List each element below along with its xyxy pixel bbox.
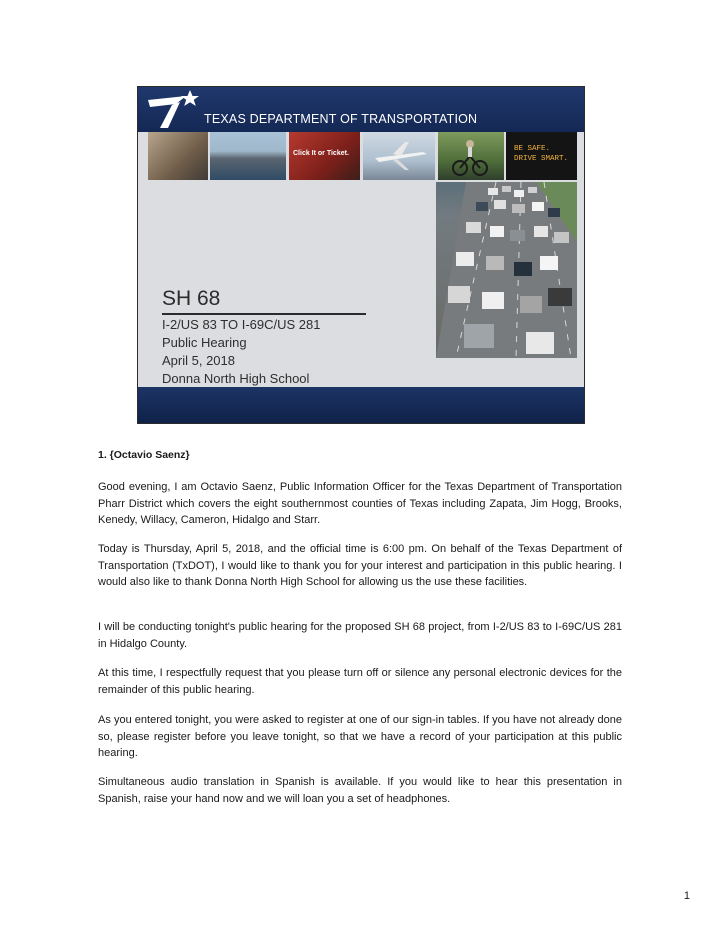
photo-people bbox=[148, 132, 208, 180]
slide-title-rule bbox=[162, 313, 366, 315]
paragraph-introduction: Good evening, I am Octavio Saenz, Public Information Officer for the Texas Department of Transportation Pharr District which covers the eight southernmost counties of Texas including Zapata, Jim Hogg, Brooks, Kenedy, Willacy, Cameron, Hidalgo and Starr. bbox=[98, 481, 622, 526]
bicycle-icon bbox=[438, 132, 504, 180]
photo-strip bbox=[138, 132, 584, 184]
paragraph-project: I will be conducting tonight's public hearing for the proposed SH 68 project, from I-2/US 83 to I-69C/US 281 in Hidalgo County. bbox=[98, 621, 622, 650]
photo-cyclist bbox=[438, 132, 504, 180]
slide-header bbox=[138, 87, 584, 132]
airplane-icon bbox=[363, 132, 435, 180]
sign-text bbox=[514, 144, 568, 164]
paragraph-translation: Simultaneous audio translation in Spanish is available. If you would like to hear this presentation in Spanish, raise your hand now and we will loan you a set of headphones. bbox=[98, 776, 622, 805]
photo-click-it-ad bbox=[289, 132, 360, 180]
paragraph-registration: As you entered tonight, you were asked to register at one of our sign-in tables. If you have not already done so, please register before you leave tonight, so that we have a record of your participation at this public hearing. bbox=[98, 714, 622, 759]
photo-traffic bbox=[436, 182, 577, 358]
sign-line-2: DRIVE SMART. bbox=[514, 155, 569, 163]
speaker-heading: 1. {Octavio Saenz} bbox=[98, 449, 190, 461]
slide-line-route: I-2/US 83 TO I-69C/US 281 bbox=[162, 317, 321, 332]
sign-line-1: BE SAFE. bbox=[514, 145, 551, 153]
paragraph-date-thanks: Today is Thursday, April 5, 2018, and the official time is 6:00 pm. On behalf of the Texas Department of Transportation (TxDOT), I would like to thank you for your interest and participation in this public hearing. I would also like to thank Donna North High School for allowing us the use these facilities. bbox=[98, 543, 622, 588]
photo-airplane bbox=[363, 132, 435, 180]
slide-line-venue: Donna North High School bbox=[162, 371, 310, 386]
photo-ship bbox=[210, 132, 286, 180]
highway-traffic-image bbox=[436, 182, 577, 358]
slide-org-name: TEXAS DEPARTMENT OF TRANSPORTATION bbox=[204, 112, 478, 126]
txdot-logo-icon bbox=[146, 90, 202, 130]
slide-subtitle-lines bbox=[162, 316, 320, 388]
paragraph-devices: At this time, I respectfully request that you please turn off or silence any personal electronic devices for the remainder of this public hearing. bbox=[98, 667, 622, 696]
slide-title: SH 68 bbox=[162, 287, 221, 310]
slide-image bbox=[137, 86, 585, 424]
slide-footer bbox=[138, 387, 584, 423]
photo-ad-text: Click It or Ticket. bbox=[293, 150, 349, 157]
slide-line-date: April 5, 2018 bbox=[162, 353, 235, 368]
photo-message-sign bbox=[506, 132, 577, 180]
slide-line-event: Public Hearing bbox=[162, 335, 247, 350]
page-number: 1 bbox=[683, 890, 690, 902]
